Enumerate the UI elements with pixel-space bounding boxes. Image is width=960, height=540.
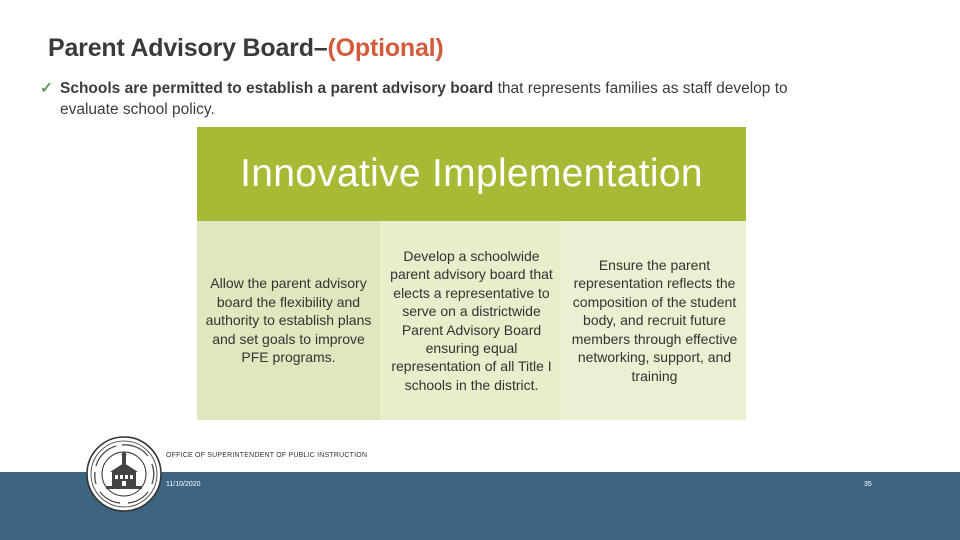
- ospi-seal-icon: [86, 436, 162, 512]
- bullet-item: [40, 78, 840, 120]
- panel-heading: Innovative Implementation: [240, 152, 703, 195]
- page-number: 35: [864, 481, 872, 488]
- panel-column-2: [381, 221, 562, 420]
- panel-column-1: [197, 221, 380, 420]
- column-2-text: Develop a schoolwide parent advisory board that elects a representative to serve on a districtwide Parent Advisory Board ensuring equal representation of all Title I schools in the district.: [390, 247, 553, 393]
- column-3-text: Ensure the parent representation reflects the composition of the student body, and recruit future members through effective networking, support, and training: [571, 257, 738, 384]
- panel-header: [197, 127, 746, 221]
- bullet-bold-text: Schools are permitted to establish a parent advisory board: [60, 80, 494, 97]
- innovative-implementation-panel: [197, 127, 746, 420]
- bullet-rest-text: that represents families as staff develop to evaluate school policy.: [60, 80, 788, 118]
- title-optional: (Optional): [327, 34, 444, 62]
- column-1-text: Allow the parent advisory board the flexibility and authority to establish plans and set goals to improve PFE programs.: [205, 275, 372, 366]
- title-main: Parent Advisory Board–: [48, 34, 328, 62]
- office-label: OFFICE OF SUPERINTENDENT OF PUBLIC INSTRUCTION: [166, 452, 368, 459]
- slide-title: [48, 34, 444, 63]
- panel-column-3: [563, 221, 746, 420]
- footer-date: 11/10/2020: [166, 481, 201, 488]
- bullet-text: [40, 78, 840, 120]
- check-icon: ✓: [40, 80, 53, 97]
